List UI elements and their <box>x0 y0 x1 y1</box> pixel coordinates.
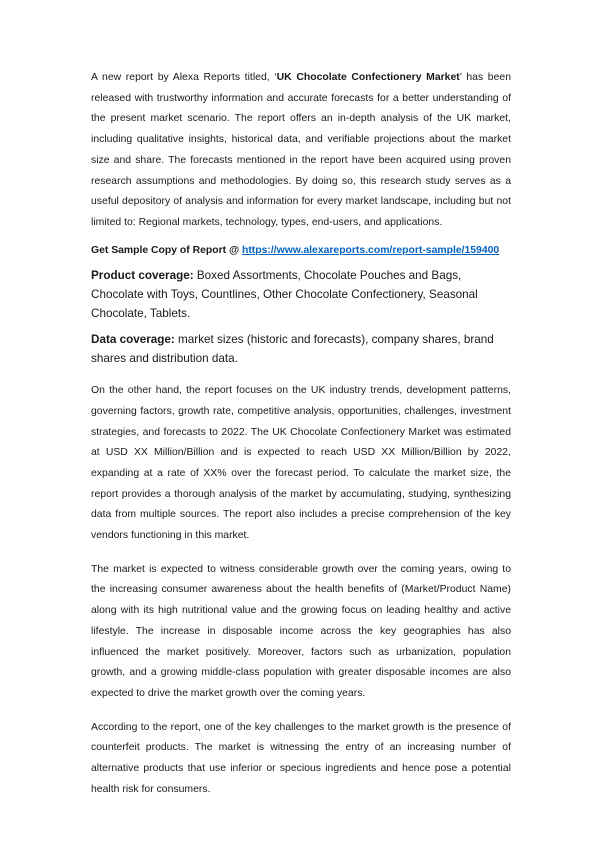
product-coverage-label: Product coverage: <box>91 268 194 282</box>
paragraph-challenges: According to the report, one of the key challenges to the market growth is the presence of counterfeit products. The market is witnessing the entry of an increasing number of alternative products that use inferior or specious ingredients and hence pose a potential health risk for consumers. <box>91 721 511 795</box>
paragraph-market-trends: On the other hand, the report focuses on the UK industry trends, development patterns, governing factors, growth rate, competitive analysis, opportunities, challenges, investment strategies, and forecasts to 2022. The UK Chocolate Confectionery Market was estimated at USD XX Million/Billion and is expected to reach USD XX Million/Billion by 2022, expanding at a rate of XX% over the forecast period. To calculate the market size, the report provides a thorough analysis of the market by accumulating, studying, synthesizing data from multiple sources. The report also includes a precise comprehension of the key vendors functioning in this market. <box>91 385 511 542</box>
intro-text-after: ’ has been released with trustworthy information and accurate forecasts for a better understanding of the present market scenario. The report offers an in-depth analysis of the UK market, including qualitative insights, historical data, and verifiable projections about the market size and share. The forecasts mentioned in the report have been acquired using proven research assumptions and methodologies. By doing so, this research study serves as a useful depository of analysis and information for every market landscape, including but not limited to: Regional markets, technology, types, end-users, and applications. <box>91 72 512 228</box>
sample-report-link[interactable]: https://www.alexareports.com/report-sample/159400 <box>242 244 500 256</box>
sample-label: Get Sample Copy of Report @ <box>91 244 242 256</box>
product-coverage-text: Boxed Assortments, Chocolate Pouches and Bags, Chocolate with Toys, Countlines, Other Chocolate Confectionery, Seasonal Chocolate, Tablets. <box>91 268 478 321</box>
data-coverage-text: market sizes (historic and forecasts), company shares, brand shares and distribution data. <box>91 332 494 365</box>
sample-copy-line <box>91 243 511 259</box>
product-coverage <box>91 266 511 324</box>
data-coverage <box>91 330 511 369</box>
paragraph-market-growth: The market is expected to witness considerable growth over the coming years, owing to the increasing consumer awareness about the health benefits of (Market/Product Name) along with its high nutritional value and the growing focus on leading healthy and active lifestyle. The increase in disposable income across the key geographies has also influenced the market positively. Moreover, factors such as urbanization, population growth, and a growing middle-class population with greater disposable incomes are also expected to drive the market growth over the coming years. <box>91 563 511 699</box>
document-page <box>91 68 511 800</box>
report-title: UK Chocolate Confectionery Market <box>276 72 460 83</box>
data-coverage-label: Data coverage: <box>91 332 175 346</box>
intro-paragraph <box>91 68 511 234</box>
intro-text-before: A new report by Alexa Reports titled, ‘ <box>91 72 277 83</box>
